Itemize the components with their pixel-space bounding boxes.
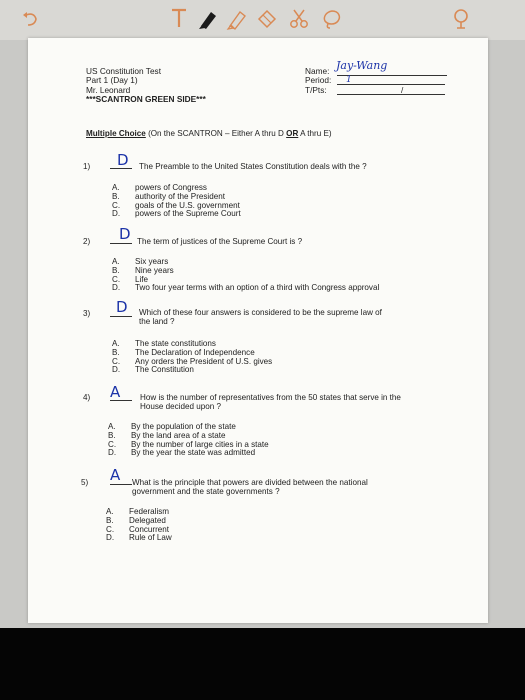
scissors-icon[interactable] [288,8,310,35]
question-3-answer: D [116,298,128,316]
student-info-block [305,66,404,95]
question-1-options [112,184,241,219]
question-3-text: Which of these four answers is considered to be the supreme law of the land ? [139,308,382,327]
question-4-answer: A [110,383,121,401]
question-1-number: 1) [83,162,91,171]
question-3-option-a: A. The state constitutions [112,339,216,348]
test-part: Part 1 (Day 1) [86,75,138,86]
question-3-options [112,340,272,375]
question-2-option-b: B. Nine years [112,265,174,275]
handwritten-name: Jay-Wang [336,59,388,72]
highlighter-icon[interactable] [226,8,248,35]
scantron-note: ***SCANTRON GREEN SIDE*** [86,93,206,104]
undo-icon[interactable] [22,11,40,32]
question-1-answer-line [110,168,132,169]
question-5-options [106,508,172,543]
question-1-option-c: C. goals of the U.S. government [112,200,240,210]
question-2-option-c: C. Life [112,274,149,284]
question-4-text: How is the number of representatives from the 50 states that serve in the House decided upon ? [140,393,401,412]
section-title: Multiple Choice [86,129,146,138]
question-3-answer-line [110,316,132,317]
question-4-answer-line [110,400,132,401]
question-4-option-b: B. By the land area of a state [108,430,226,440]
question-3-number: 3) [83,309,91,318]
question-1-text: The Preamble to the United States Constitution deals with the ? [139,162,367,171]
question-4-option-a: A. By the population of the state [108,422,236,431]
question-3-option-b: B. The Declaration of Independence [112,347,255,357]
question-5-text: What is the principle that powers are divided between the national government and the state governments ? [132,478,368,497]
tpts-line [337,94,445,95]
teacher-name: Mr. Leonard [86,84,131,95]
question-5-answer-line [110,484,132,485]
name-label: Name: [305,66,330,76]
tpts-label: T/Pts: [305,84,327,95]
test-title: US Constitution Test [86,66,162,76]
question-3-option-d: D. The Constitution [112,365,194,375]
question-2-answer: D [119,225,131,243]
pin-icon[interactable] [452,7,470,36]
question-4-options [108,423,269,458]
test-document-page [28,38,488,623]
question-4-option-c: C. By the number of large cities in a state [108,439,269,449]
question-2-option-a: A. Six years [112,257,169,266]
test-header-info [86,67,206,104]
name-line [337,75,447,76]
question-5-option-b: B. Delegated [106,515,166,525]
question-5-number: 5) [81,478,89,487]
text-icon[interactable] [170,7,188,34]
question-2-text: The term of justices of the Supreme Court is ? [137,237,303,246]
annotation-toolbar [0,0,525,40]
device-bottom-bezel [0,628,525,700]
tpts-slash: / [401,84,404,95]
period-label: Period: [305,75,332,86]
question-2-option-d: D. Two four year terms with an option of a third with Congress approval [112,283,380,293]
question-2-answer-line [110,243,132,244]
question-5-answer: A [110,466,121,484]
question-2-options [112,258,379,293]
question-5-option-d: D. Rule of Law [106,533,172,543]
eraser-icon[interactable] [256,9,278,34]
question-3-option-c: C. Any orders the President of U.S. gives [112,356,273,366]
section-instruction-a: (On the SCANTRON – Either A thru D [148,129,284,138]
question-2-number: 2) [83,237,91,246]
question-5-option-a: A. Federalism [106,507,170,516]
marker-icon[interactable] [197,8,219,35]
lasso-icon[interactable] [321,8,343,35]
question-1-option-d: D. powers of the Supreme Court [112,209,241,219]
section-or: OR [286,129,299,138]
question-4-number: 4) [83,393,91,402]
multiple-choice-heading [86,129,332,138]
question-1-option-b: B. authority of the President [112,191,225,201]
question-1-option-a: A. powers of Congress [112,183,207,192]
handwritten-period: 1 [346,75,352,85]
question-5-option-c: C. Concurrent [106,524,170,534]
question-4-option-d: D. By the year the state was admitted [108,448,256,458]
question-1-answer: D [117,151,129,169]
period-line [337,84,445,85]
section-instruction-b: A thru E) [300,129,332,138]
